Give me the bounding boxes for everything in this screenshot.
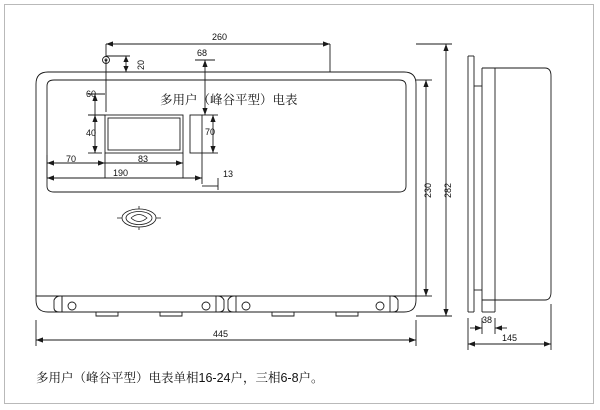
dim-83: 83 [138, 154, 149, 164]
meter-brand-emblem-icon [113, 205, 165, 231]
dim-70-right: 70 [205, 127, 216, 137]
dim-60: 60 [86, 89, 97, 99]
dim-145: 145 [502, 333, 518, 343]
dim-68: 68 [197, 48, 208, 58]
dim-20: 20 [136, 59, 146, 70]
dim-13: 13 [223, 169, 234, 179]
dim-190: 190 [113, 168, 129, 178]
dim-230: 230 [423, 182, 433, 198]
dim-38: 38 [482, 315, 493, 325]
diagram-title-label: 多用户（峰谷平型）电表 [160, 93, 298, 107]
dim-40: 40 [86, 128, 97, 138]
dim-282: 282 [443, 182, 453, 198]
dim-70-left: 70 [66, 154, 77, 164]
dim-445: 445 [213, 329, 229, 339]
dim-260: 260 [212, 32, 228, 42]
diagram-caption: 多用户（峰谷平型）电表单相16-24户，三相6-8户。 [36, 371, 324, 385]
